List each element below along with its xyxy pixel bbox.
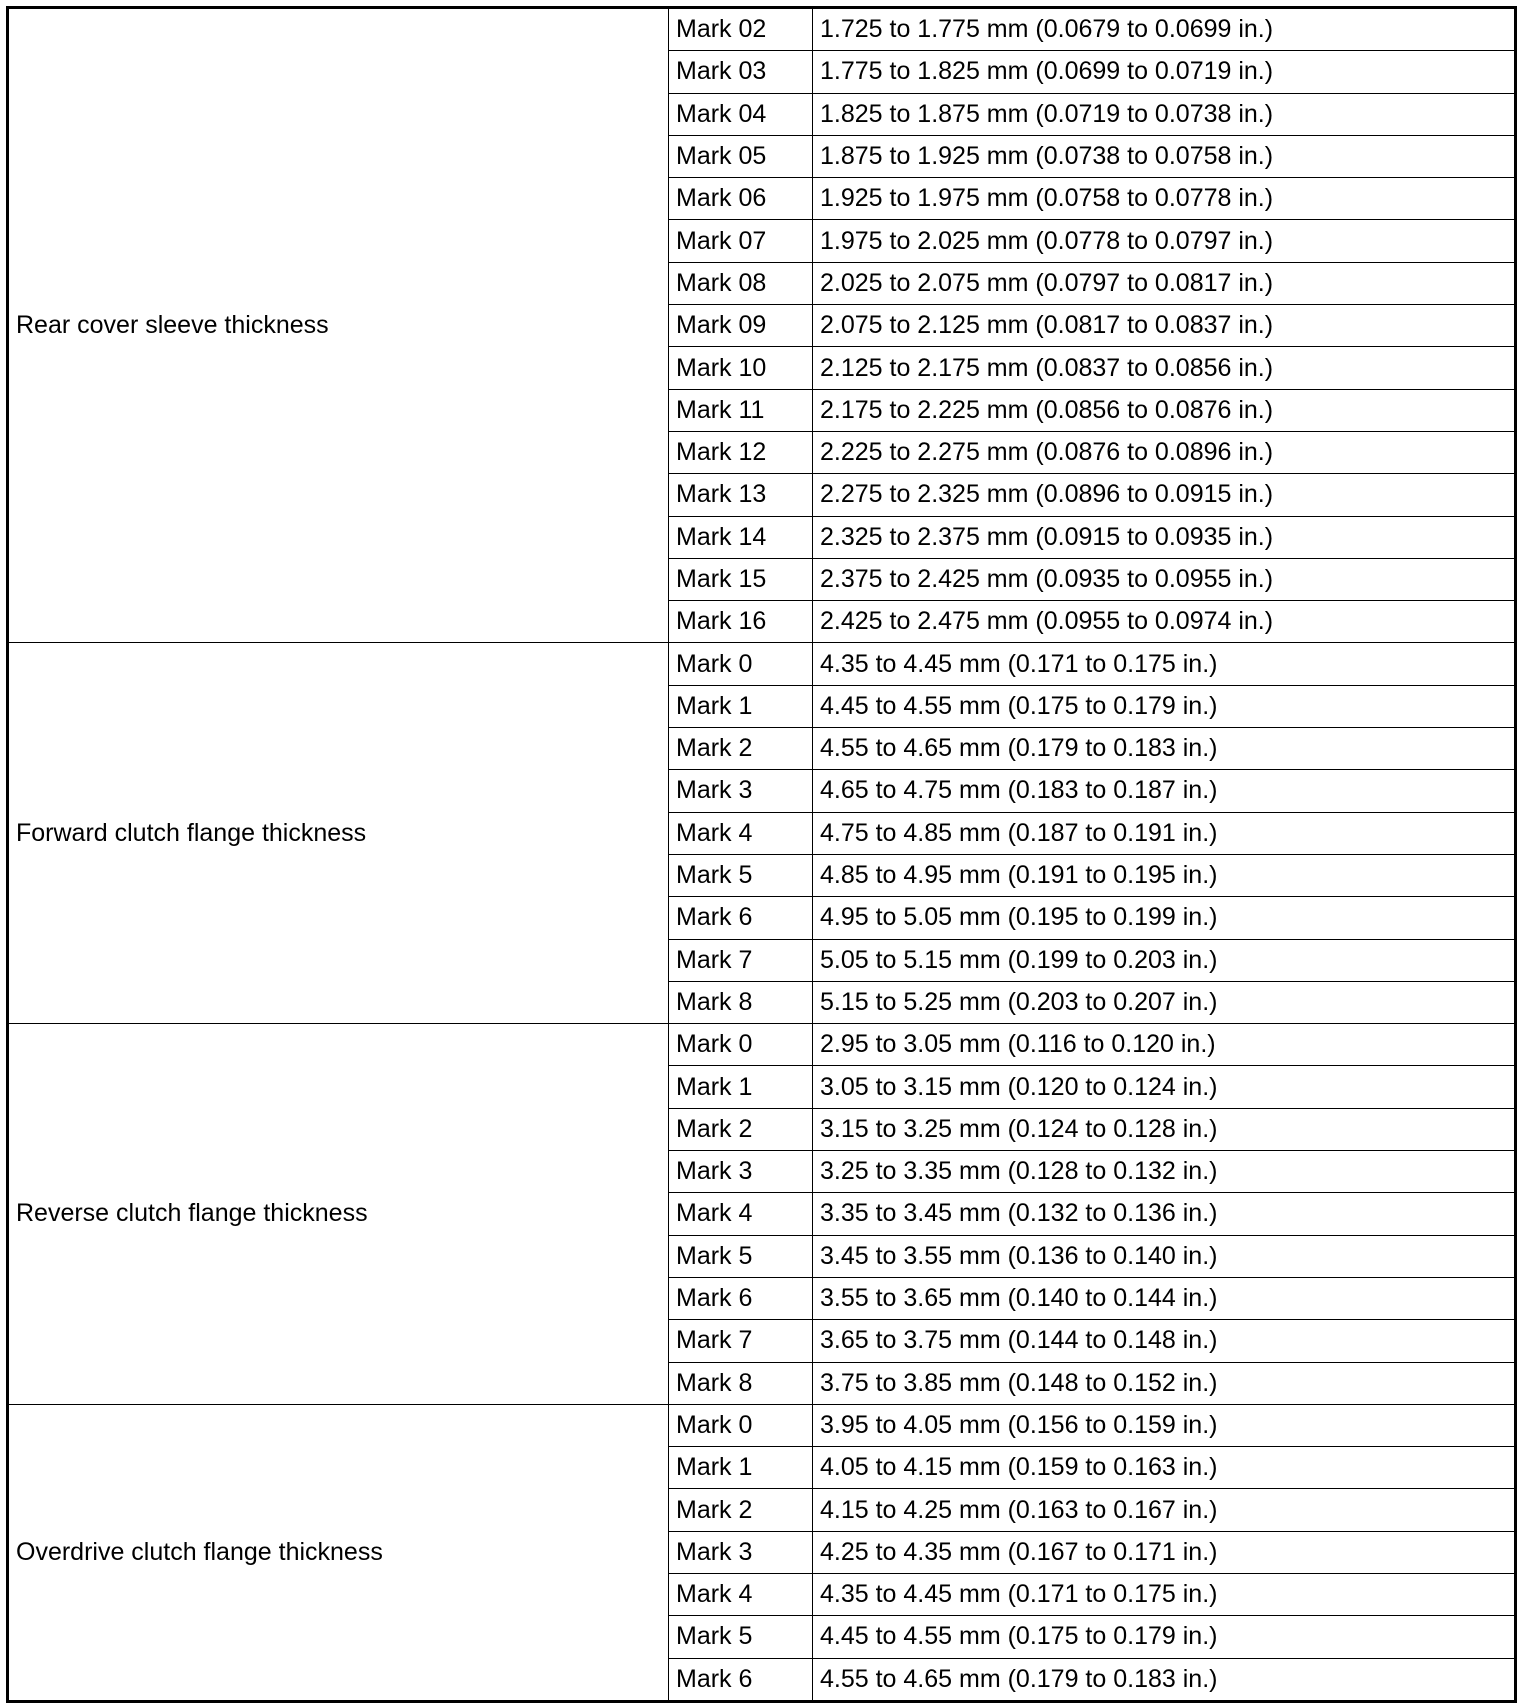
thickness-range-cell: 3.95 to 4.05 mm (0.156 to 0.159 in.) xyxy=(813,1404,1516,1446)
thickness-range-cell: 2.125 to 2.175 mm (0.0837 to 0.0856 in.) xyxy=(813,347,1516,389)
mark-cell: Mark 15 xyxy=(669,558,813,600)
thickness-range-cell: 1.975 to 2.025 mm (0.0778 to 0.0797 in.) xyxy=(813,220,1516,262)
mark-cell: Mark 0 xyxy=(669,643,813,685)
thickness-range-cell: 2.175 to 2.225 mm (0.0856 to 0.0876 in.) xyxy=(813,389,1516,431)
item-name-cell: Overdrive clutch flange thickness xyxy=(8,1404,669,1701)
mark-cell: Mark 6 xyxy=(669,897,813,939)
table-row xyxy=(8,1404,1516,1446)
thickness-range-cell: 1.825 to 1.875 mm (0.0719 to 0.0738 in.) xyxy=(813,93,1516,135)
mark-cell: Mark 02 xyxy=(669,8,813,51)
thickness-range-cell: 3.45 to 3.55 mm (0.136 to 0.140 in.) xyxy=(813,1235,1516,1277)
thickness-range-cell: 4.95 to 5.05 mm (0.195 to 0.199 in.) xyxy=(813,897,1516,939)
mark-cell: Mark 3 xyxy=(669,1531,813,1573)
mark-cell: Mark 16 xyxy=(669,601,813,643)
thickness-range-cell: 1.725 to 1.775 mm (0.0679 to 0.0699 in.) xyxy=(813,8,1516,51)
thickness-range-cell: 4.55 to 4.65 mm (0.179 to 0.183 in.) xyxy=(813,728,1516,770)
thickness-range-cell: 4.05 to 4.15 mm (0.159 to 0.163 in.) xyxy=(813,1447,1516,1489)
thickness-range-cell: 4.75 to 4.85 mm (0.187 to 0.191 in.) xyxy=(813,812,1516,854)
thickness-range-cell: 1.875 to 1.925 mm (0.0738 to 0.0758 in.) xyxy=(813,135,1516,177)
mark-cell: Mark 14 xyxy=(669,516,813,558)
mark-cell: Mark 09 xyxy=(669,305,813,347)
item-name-cell: Reverse clutch flange thickness xyxy=(8,1024,669,1405)
mark-cell: Mark 06 xyxy=(669,178,813,220)
thickness-range-cell: 4.45 to 4.55 mm (0.175 to 0.179 in.) xyxy=(813,1616,1516,1658)
thickness-range-cell: 4.35 to 4.45 mm (0.171 to 0.175 in.) xyxy=(813,1573,1516,1615)
thickness-range-cell: 1.925 to 1.975 mm (0.0758 to 0.0778 in.) xyxy=(813,178,1516,220)
spec-table-body xyxy=(8,8,1516,1702)
thickness-range-cell: 5.15 to 5.25 mm (0.203 to 0.207 in.) xyxy=(813,981,1516,1023)
thickness-range-cell: 2.075 to 2.125 mm (0.0817 to 0.0837 in.) xyxy=(813,305,1516,347)
mark-cell: Mark 05 xyxy=(669,135,813,177)
thickness-range-cell: 3.05 to 3.15 mm (0.120 to 0.124 in.) xyxy=(813,1066,1516,1108)
thickness-range-cell: 4.15 to 4.25 mm (0.163 to 0.167 in.) xyxy=(813,1489,1516,1531)
thickness-range-cell: 3.15 to 3.25 mm (0.124 to 0.128 in.) xyxy=(813,1108,1516,1150)
table-row xyxy=(8,8,1516,51)
thickness-range-cell: 3.25 to 3.35 mm (0.128 to 0.132 in.) xyxy=(813,1151,1516,1193)
thickness-range-cell: 2.325 to 2.375 mm (0.0915 to 0.0935 in.) xyxy=(813,516,1516,558)
mark-cell: Mark 2 xyxy=(669,1108,813,1150)
mark-cell: Mark 3 xyxy=(669,770,813,812)
mark-cell: Mark 07 xyxy=(669,220,813,262)
mark-cell: Mark 3 xyxy=(669,1151,813,1193)
thickness-range-cell: 4.85 to 4.95 mm (0.191 to 0.195 in.) xyxy=(813,854,1516,896)
mark-cell: Mark 1 xyxy=(669,1066,813,1108)
mark-cell: Mark 13 xyxy=(669,474,813,516)
thickness-range-cell: 2.425 to 2.475 mm (0.0955 to 0.0974 in.) xyxy=(813,601,1516,643)
thickness-range-cell: 4.35 to 4.45 mm (0.171 to 0.175 in.) xyxy=(813,643,1516,685)
mark-cell: Mark 6 xyxy=(669,1277,813,1319)
thickness-range-cell: 4.45 to 4.55 mm (0.175 to 0.179 in.) xyxy=(813,685,1516,727)
mark-cell: Mark 0 xyxy=(669,1404,813,1446)
mark-cell: Mark 12 xyxy=(669,431,813,473)
thickness-range-cell: 1.775 to 1.825 mm (0.0699 to 0.0719 in.) xyxy=(813,51,1516,93)
mark-cell: Mark 03 xyxy=(669,51,813,93)
table-row xyxy=(8,643,1516,685)
thickness-range-cell: 2.025 to 2.075 mm (0.0797 to 0.0817 in.) xyxy=(813,262,1516,304)
mark-cell: Mark 7 xyxy=(669,1320,813,1362)
mark-cell: Mark 2 xyxy=(669,728,813,770)
thickness-range-cell: 3.65 to 3.75 mm (0.144 to 0.148 in.) xyxy=(813,1320,1516,1362)
table-row xyxy=(8,1024,1516,1066)
mark-cell: Mark 5 xyxy=(669,1616,813,1658)
thickness-range-cell: 2.225 to 2.275 mm (0.0876 to 0.0896 in.) xyxy=(813,431,1516,473)
thickness-range-cell: 3.55 to 3.65 mm (0.140 to 0.144 in.) xyxy=(813,1277,1516,1319)
mark-cell: Mark 1 xyxy=(669,1447,813,1489)
thickness-range-cell: 2.95 to 3.05 mm (0.116 to 0.120 in.) xyxy=(813,1024,1516,1066)
mark-cell: Mark 5 xyxy=(669,854,813,896)
mark-cell: Mark 7 xyxy=(669,939,813,981)
mark-cell: Mark 6 xyxy=(669,1658,813,1701)
mark-cell: Mark 10 xyxy=(669,347,813,389)
thickness-range-cell: 4.55 to 4.65 mm (0.179 to 0.183 in.) xyxy=(813,1658,1516,1701)
thickness-range-cell: 2.275 to 2.325 mm (0.0896 to 0.0915 in.) xyxy=(813,474,1516,516)
mark-cell: Mark 08 xyxy=(669,262,813,304)
thickness-range-cell: 5.05 to 5.15 mm (0.199 to 0.203 in.) xyxy=(813,939,1516,981)
mark-cell: Mark 4 xyxy=(669,812,813,854)
mark-cell: Mark 4 xyxy=(669,1193,813,1235)
thickness-range-cell: 2.375 to 2.425 mm (0.0935 to 0.0955 in.) xyxy=(813,558,1516,600)
thickness-range-cell: 4.25 to 4.35 mm (0.167 to 0.171 in.) xyxy=(813,1531,1516,1573)
mark-cell: Mark 8 xyxy=(669,1362,813,1404)
thickness-range-cell: 4.65 to 4.75 mm (0.183 to 0.187 in.) xyxy=(813,770,1516,812)
item-name-cell: Rear cover sleeve thickness xyxy=(8,8,669,643)
mark-cell: Mark 5 xyxy=(669,1235,813,1277)
mark-cell: Mark 8 xyxy=(669,981,813,1023)
spec-table xyxy=(6,6,1517,1703)
mark-cell: Mark 11 xyxy=(669,389,813,431)
mark-cell: Mark 2 xyxy=(669,1489,813,1531)
thickness-range-cell: 3.75 to 3.85 mm (0.148 to 0.152 in.) xyxy=(813,1362,1516,1404)
item-name-cell: Forward clutch flange thickness xyxy=(8,643,669,1024)
mark-cell: Mark 04 xyxy=(669,93,813,135)
mark-cell: Mark 4 xyxy=(669,1573,813,1615)
mark-cell: Mark 1 xyxy=(669,685,813,727)
mark-cell: Mark 0 xyxy=(669,1024,813,1066)
thickness-range-cell: 3.35 to 3.45 mm (0.132 to 0.136 in.) xyxy=(813,1193,1516,1235)
